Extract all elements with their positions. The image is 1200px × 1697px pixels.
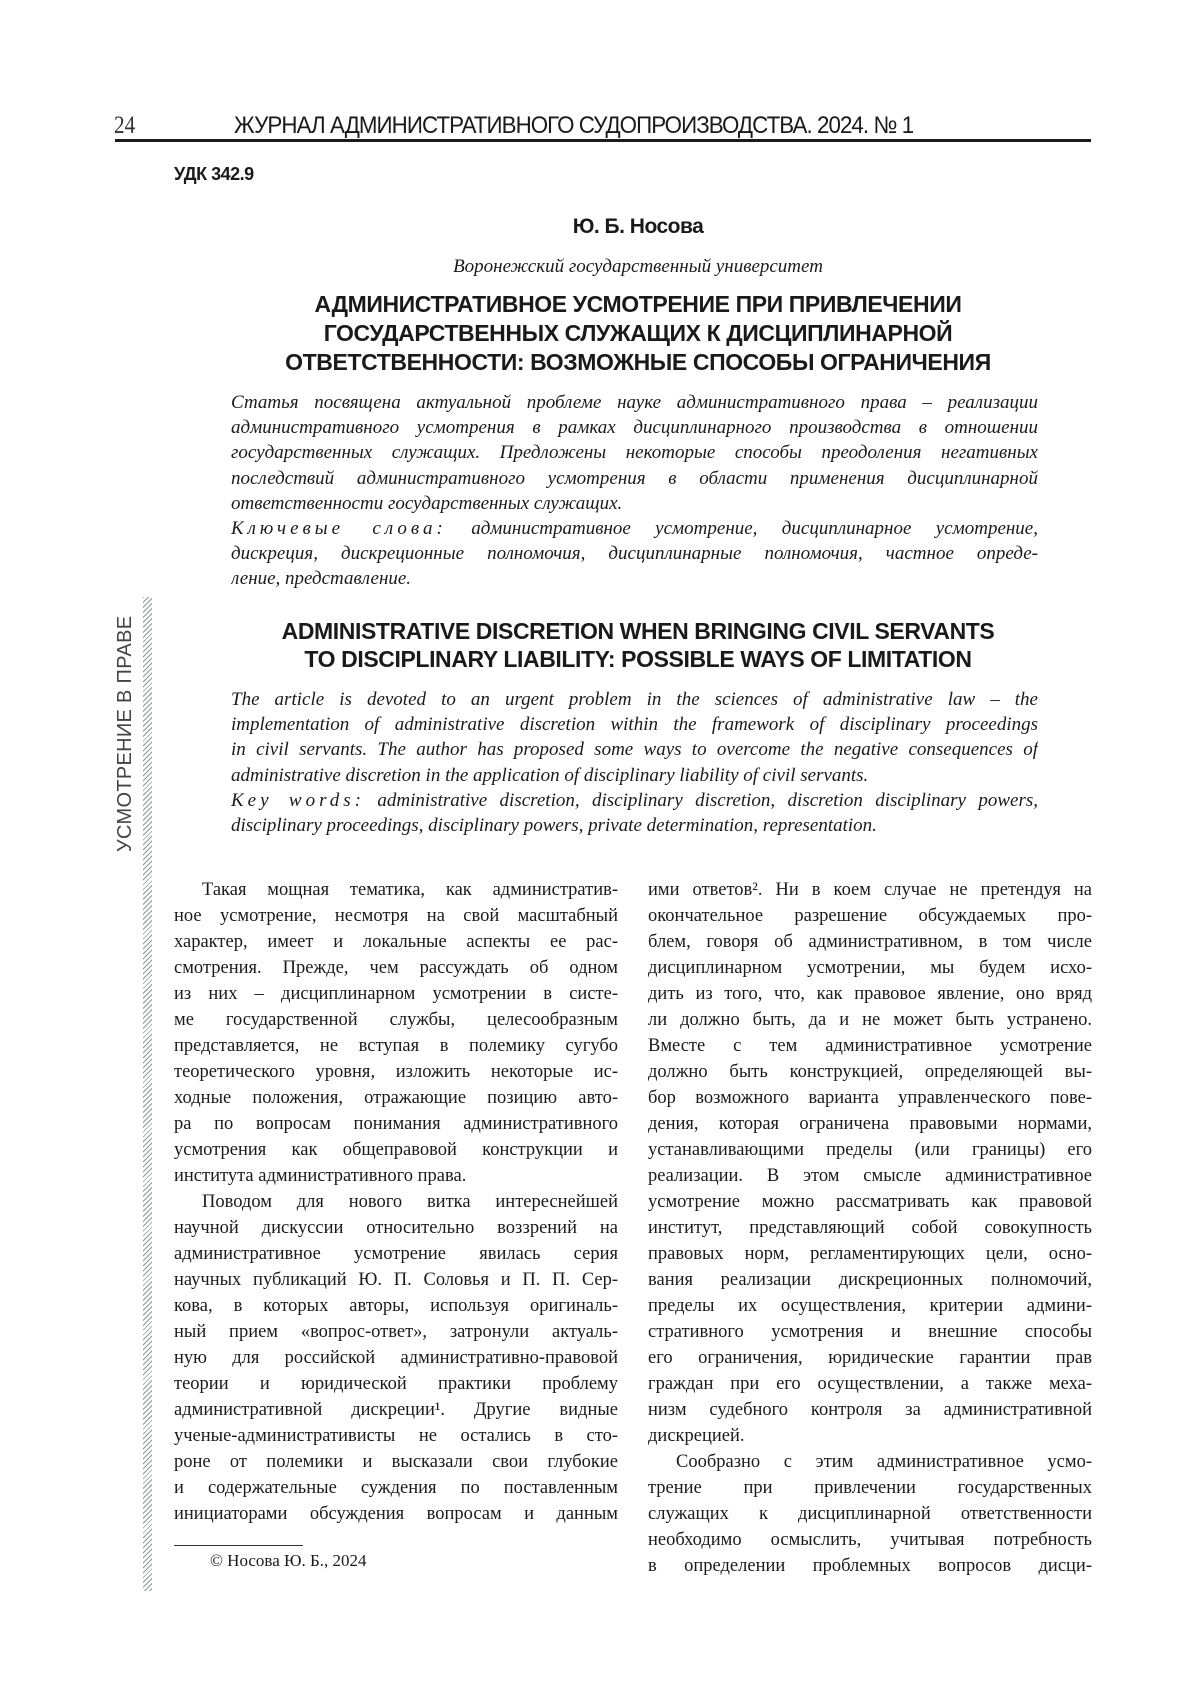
article-title-ru xyxy=(0,290,1200,377)
title-line: ADMINISTRATIVE DISCRETION WHEN BRINGING CIVIL SERVANTS xyxy=(0,617,1200,645)
text-line: in civil servants. The author has proposed some ways to overcome the negative consequences of xyxy=(231,737,1038,762)
text-line: стративного усмотрения и внешние способы xyxy=(648,1319,1092,1345)
hatched-margin-strip xyxy=(143,597,152,1591)
text-line: пределы их осуществления, критерии админи- xyxy=(648,1293,1092,1319)
text-line: The article is devoted to an urgent problem in the sciences of administrative law – the xyxy=(231,687,1038,712)
text-line: трение при привлечении государственных xyxy=(648,1475,1092,1501)
title-line: TO DISCIPLINARY LIABILITY: POSSIBLE WAYS OF LIMITATION xyxy=(0,645,1200,673)
header-rule xyxy=(115,139,1091,142)
text-line: ответственности государственных служащих. xyxy=(231,491,1038,516)
journal-title: ЖУРНАЛ АДМИНИСТРАТИВНОГО СУДОПРОИЗВОДСТВА. 2024. № 1 xyxy=(234,112,913,140)
text-line: в определении проблемных вопросов дисци- xyxy=(648,1553,1092,1579)
text-line: Такая мощная тематика, как административ- xyxy=(174,877,618,903)
text-line: смотрения. Прежде, чем рассуждать об одном xyxy=(174,955,618,981)
text-line: окончательное разрешение обсуждаемых про- xyxy=(648,903,1092,929)
body-column-right xyxy=(648,877,1092,1579)
keywords-line xyxy=(231,516,1038,541)
text-line: низм судебного контроля за административной xyxy=(648,1397,1092,1423)
affiliation: Воронежский государственный университет xyxy=(0,256,1200,278)
keywords-label: Key words: xyxy=(231,790,365,811)
text-line: ное усмотрение, несмотря на свой масштабный xyxy=(174,903,618,929)
title-line: АДМИНИСТРАТИВНОЕ УСМОТРЕНИЕ ПРИ ПРИВЛЕЧЕНИИ xyxy=(0,290,1200,319)
abstract-ru xyxy=(231,390,1038,592)
author-name: Ю. Б. Носова xyxy=(0,215,1200,239)
page-number: 24 xyxy=(114,112,135,140)
text-line: служащих к дисциплинарной ответственности xyxy=(648,1501,1092,1527)
text-line: вания реализации дискреционных полномочий, xyxy=(648,1267,1092,1293)
article-title-en xyxy=(0,617,1200,673)
text-line: Поводом для нового витка интереснейшей xyxy=(174,1189,618,1215)
text-line: граждан при его осуществлении, а также меха- xyxy=(648,1371,1092,1397)
keywords-line: ление, представление. xyxy=(231,566,1038,591)
text-line: бор возможного варианта управленческого пове- xyxy=(648,1085,1092,1111)
text-line: implementation of administrative discretion within the framework of disciplinary proceedings xyxy=(231,712,1038,737)
text-line: ходные положения, отражающие позицию авто- xyxy=(174,1085,618,1111)
text-line: ме государственной службы, целесообразным xyxy=(174,1007,618,1033)
text-line: его ограничения, юридические гарантии прав xyxy=(648,1345,1092,1371)
keywords-label: Ключевые слова: xyxy=(231,518,447,539)
text-line: инициаторами обсуждения вопросам и данным xyxy=(174,1501,618,1527)
text-line: кова, в которых авторы, используя оригиналь- xyxy=(174,1293,618,1319)
section-label: УСМОТРЕНИЕ В ПРАВЕ xyxy=(116,592,134,852)
text-line: административного усмотрения в рамках дисциплинарного производства в отношении xyxy=(231,415,1038,440)
abstract-en xyxy=(231,687,1038,838)
text-line: блем, говоря об административном, в том числе xyxy=(648,929,1092,955)
text-line: роне от полемики и высказали свои глубокие xyxy=(174,1449,618,1475)
text-line: института административного права. xyxy=(174,1163,618,1189)
text-line: дисциплинарном усмотрении, мы будем исхо- xyxy=(648,955,1092,981)
text-line: ли должно быть, да и не может быть устранено. xyxy=(648,1007,1092,1033)
text-line: ученые-административисты не остались в сто- xyxy=(174,1423,618,1449)
text-line: усмотрение можно рассматривать как правовой xyxy=(648,1189,1092,1215)
text-line: правовых норм, регламентирующих цели, осно- xyxy=(648,1241,1092,1267)
keywords-line xyxy=(231,788,1038,813)
body-column-left xyxy=(174,877,618,1527)
text-line: административное усмотрение явилась серия xyxy=(174,1241,618,1267)
text-line: институт, представляющий собой совокупность xyxy=(648,1215,1092,1241)
text-line: дискрецией. xyxy=(648,1423,1092,1449)
title-line: ГОСУДАРСТВЕННЫХ СЛУЖАЩИХ К ДИСЦИПЛИНАРНОЙ xyxy=(0,319,1200,348)
text-line: представляется, не вступая в полемику сугубо xyxy=(174,1033,618,1059)
keywords-text: административное усмотрение, дисциплинарное усмотрение, xyxy=(471,518,1038,539)
text-line: и содержательные суждения по поставленным xyxy=(174,1475,618,1501)
keywords-line: disciplinary proceedings, disciplinary powers, private determination, representation. xyxy=(231,813,1038,838)
text-line: теоретического уровня, изложить некоторые ис- xyxy=(174,1059,618,1085)
text-line: ра по вопросам понимания административного xyxy=(174,1111,618,1137)
copyright-notice: © Носова Ю. Б., 2024 xyxy=(210,1551,367,1571)
footnote-rule xyxy=(174,1545,303,1546)
text-line: характер, имеет и локальные аспекты ее рас- xyxy=(174,929,618,955)
text-line: последствий административного усмотрения в области применения дисциплинарной xyxy=(231,466,1038,491)
text-line: государственных служащих. Предложены некоторые способы преодоления негативных xyxy=(231,440,1038,465)
title-line: ОТВЕТСТВЕННОСТИ: ВОЗМОЖНЫЕ СПОСОБЫ ОГРАНИЧЕНИЯ xyxy=(0,348,1200,377)
text-line: необходимо осмыслить, учитывая потребность xyxy=(648,1527,1092,1553)
text-line: теории и юридической практики проблему xyxy=(174,1371,618,1397)
text-line: реализации. В этом смысле административное xyxy=(648,1163,1092,1189)
text-line: научных публикаций Ю. П. Соловья и П. П. Сер- xyxy=(174,1267,618,1293)
text-line: Вместе с тем административное усмотрение xyxy=(648,1033,1092,1059)
text-line: Сообразно с этим административное усмо- xyxy=(648,1449,1092,1475)
text-line: усмотрения как общеправовой конструкции и xyxy=(174,1137,618,1163)
keywords-text: administrative discretion, disciplinary discretion, discretion disciplinary powers, xyxy=(377,790,1038,811)
text-line: должно быть конструкцией, определяющей вы- xyxy=(648,1059,1092,1085)
text-line: дить из того, что, как правовое явление, оно вряд xyxy=(648,981,1092,1007)
keywords-line: дискреция, дискреционные полномочия, дисциплинарные полномочия, частное опреде- xyxy=(231,541,1038,566)
text-line: ную для российской административно-правовой xyxy=(174,1345,618,1371)
text-line: ный прием «вопрос-ответ», затронули актуаль- xyxy=(174,1319,618,1345)
text-line: Статья посвящена актуальной проблеме науке административного права – реализации xyxy=(231,390,1038,415)
text-line: дения, которая ограничена правовыми нормами, xyxy=(648,1111,1092,1137)
text-line: ими ответов². Ни в коем случае не претендуя на xyxy=(648,877,1092,903)
text-line: административной дискреции¹. Другие видные xyxy=(174,1397,618,1423)
text-line: из них – дисциплинарном усмотрении в систе- xyxy=(174,981,618,1007)
text-line: устанавливающими пределы (или границы) его xyxy=(648,1137,1092,1163)
text-line: научной дискуссии относительно воззрений на xyxy=(174,1215,618,1241)
text-line: administrative discretion in the application of disciplinary liability of civil servants. xyxy=(231,763,1038,788)
udk-code: УДК 342.9 xyxy=(174,164,254,185)
